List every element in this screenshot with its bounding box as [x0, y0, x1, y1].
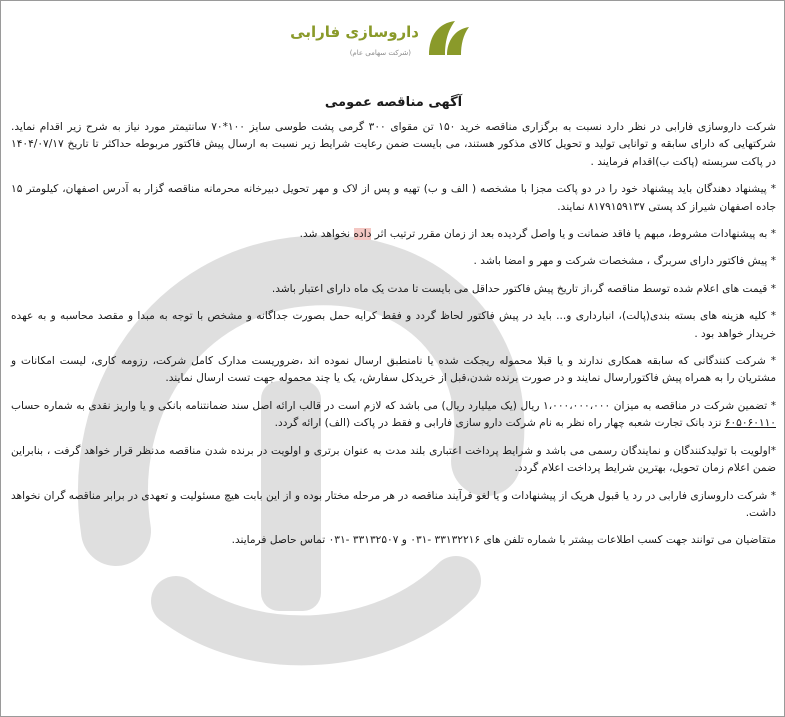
condition-text: * تضمین شرکت در مناقصه به میزان ۱،۰۰۰،۰۰۰،۰۰۰ ریال (یک میلیارد ریال) می باشد که لازم است در قالب ارائه اصل سند ضمانتنامه بانکی و یا واریز نقدی به شماره حساب — [11, 399, 776, 412]
condition-item — [11, 398, 776, 433]
notice-body — [11, 119, 776, 560]
condition-item: * پیشنهاد دهندگان باید پیشنهاد خود را در دو پاکت مجزا با مشخصه ( الف و ب) تهیه و پس از لاک و مهر تحویل دبیرخانه محرمانه مناقصه گزار به آدرس اصفهان، کیلومتر ۱۵ جاده اصفهان شیراز کد پستی ۸۱۷۹۱۵۹۱۳۷ نمایند. — [11, 183, 776, 213]
condition-item: * قیمت های اعلام شده توسط مناقصه گر،از تاریخ پیش فاکتور حداقل می بایست تا مدت یک ماه دارای اعتبار باشد. — [271, 282, 776, 295]
intro-paragraph: شرکت داروسازی فارابی در نظر دارد نسبت به برگزاری مناقصه خرید ۱۵۰ تن مقوای ۳۰۰ گرمی پشت طوسی سایز ۱۰۰*۷۰ سانتیمتر مورد نیاز به شرح زیر اقدام نماید. شرکتهایی که دارای سابقه و توانایی تولید و تحویل کالای مذکور هستند، می بایست ضمن رعایت شرایط زیر نسبت به ارسال پیش فاکتور مربوطه حداکثر تا تاریخ ۱۴۰۴/۰۷/۱۷ در پاکت سربسته (پاکت ب)اقدام فرمایند . — [11, 121, 776, 168]
account-number: ۶۰۵۰۶۰۱۱۰ — [724, 417, 776, 430]
page-title: آگهی مناقصه عمومی — [324, 95, 463, 110]
condition-text: نزد بانک تجارت شعبه چهار راه نظر به نام شرکت دارو سازی فارابی و فقط در پاکت (الف) ارائه گردد. — [274, 417, 725, 430]
condition-item: * شرکت داروسازی فارابی در رد یا قبول هریک از پیشنهادات و یا لغو فرآیند مناقصه در هر مرحله مختار بوده و از این بابت هیچ مسئولیت و تعهدی در برابر مناقصه گران نخواهد داشت. — [11, 489, 776, 519]
logo-name: داروسازی فارابی — [290, 23, 419, 41]
company-logo — [290, 13, 471, 67]
logo-subtitle: (شرکت سهامی عام) — [349, 49, 411, 57]
logo-icon — [425, 17, 471, 57]
condition-item: *اولویت با تولیدکنندگان و نمایندگان رسمی می باشد و شرایط پرداخت اعتباری بلند مدت به عنوان برتری و اولویت در برنده شدن مناقصه مدنظر قرار خواهد گرفت ، بنابراین ضمن اعلام زمان تحویل، بهترین شرایط پرداخت اعلام گردد. — [11, 444, 776, 475]
condition-text: نخواهد شد. — [299, 228, 354, 241]
condition-item — [11, 226, 776, 243]
condition-item: * پیش فاکتور دارای سربرگ ، مشخصات شرکت و مهر و امضا باشد . — [473, 255, 776, 268]
condition-text: * به پیشنهادات مشروط، مبهم یا فاقد ضمانت و یا واصل گردیده بعد از زمان مقرر ترتیب اثر — [371, 228, 776, 241]
condition-item: * شرکت کنندگانی که سابقه همکاری ندارند و یا قبلا محموله ریجکت شده یا نامنطبق ارسال نموده اند ،ضروریست مدارک کامل شرکت، رزومه کاری، لیست امکانات و مشتریان را به همراه پیش فاکتورارسال نمایند و در صورت برنده شدن،قبل از خریدکل سفارش، یک یا چند محموله جهت تست ارسال نمایند. — [11, 355, 776, 385]
closing-paragraph: متقاضیان می توانند جهت کسب اطلاعات بیشتر با شماره تلفن های ۳۳۱۳۲۲۱۶ -۰۳۱ و ۳۳۱۳۲۵۰۷ -۰۳۱ تماس حاصل فرمایند. — [231, 534, 776, 547]
condition-item: * کلیه هزینه های بسته بندی(پالت)، انبارداری و... باید در پیش فاکتور لحاظ گردد و فقط کرایه حمل بصورت جداگانه و مشخص با توجه به مبدا و مقصد محاسبه و به عهده خریدار خواهد بود . — [11, 310, 776, 340]
highlighted-word: داده — [353, 228, 372, 241]
